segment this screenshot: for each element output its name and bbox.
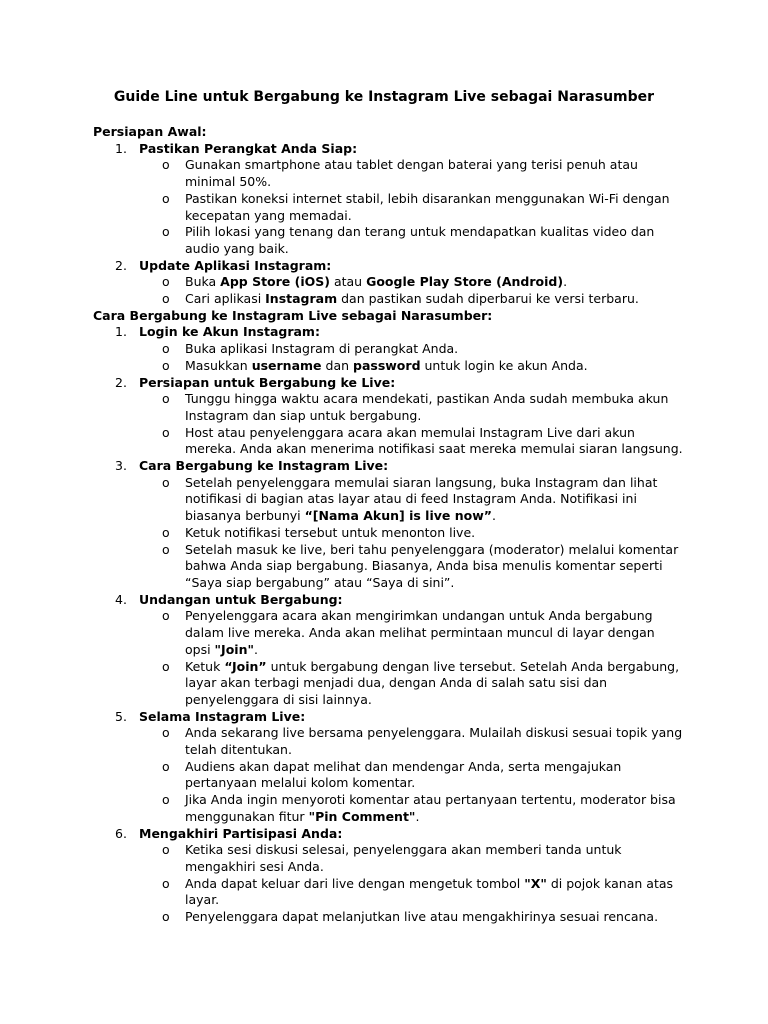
item-heading: Selama Instagram Live: (139, 708, 306, 724)
bullet-item (93, 608, 683, 658)
bold-text: "X" (524, 875, 547, 891)
item-number: 1. (115, 324, 127, 340)
bullet-item (93, 876, 683, 909)
item-heading: Update Aplikasi Instagram: (139, 257, 332, 273)
numbered-item (93, 324, 683, 341)
bold-text: "Pin Comment" (308, 808, 416, 824)
bullet-marker: o (162, 224, 170, 240)
bullet-text: Ketika sesi diskusi selesai, penyelenggara akan memberi tanda untuk mengakhiri sesi Anda. (185, 842, 622, 874)
bullet-text: Jika Anda ingin menyoroti komentar atau pertanyaan tertentu, moderator bisa menggunakan fitur "Pin Comment". (185, 792, 676, 824)
item-number: 5. (115, 708, 127, 724)
bullet-item (93, 274, 683, 291)
bullet-text: Penyelenggara dapat melanjutkan live atau mengakhirinya sesuai rencana. (185, 909, 659, 925)
bullet-item (93, 842, 683, 875)
numbered-item (93, 375, 683, 392)
bullet-item (93, 542, 683, 592)
numbered-item (93, 592, 683, 609)
bold-text: password (353, 357, 421, 373)
bullet-text: Anda dapat keluar dari live dengan mengetuk tombol "X" di pojok kanan atas layar. (185, 875, 674, 908)
bullet-marker: o (162, 291, 170, 307)
bullet-text: Cari aplikasi Instagram dan pastikan sudah diperbarui ke versi terbaru. (185, 291, 639, 307)
bullet-marker: o (162, 524, 170, 540)
bullet-text: Anda sekarang live bersama penyelenggara. Mulailah diskusi sesuai topik yang telah ditentukan. (185, 725, 683, 758)
bullet-text: Setelah masuk ke live, beri tahu penyelenggara (moderator) melalui komentar bahwa Anda siap bergabung. Biasanya, Anda bisa menulis komentar seperti “Saya siap bergabung” atau “Saya di sini”. (185, 541, 679, 590)
bullet-text: Host atau penyelenggara acara akan memulai Instagram Live dari akun mereka. Anda akan menerima notifikasi saat mereka memulai siaran langsung. (185, 424, 683, 457)
bullet-marker: o (162, 792, 170, 808)
item-heading: Persiapan untuk Bergabung ke Live: (139, 374, 396, 390)
numbered-item (93, 458, 683, 475)
bullet-marker: o (162, 758, 170, 774)
item-heading: Login ke Akun Instagram: (139, 324, 320, 340)
bullet-text: Masukkan username dan password untuk login ke akun Anda. (185, 357, 588, 373)
bullet-marker: o (162, 391, 170, 407)
numbered-item (93, 709, 683, 726)
item-heading: Cara Bergabung ke Instagram Live: (139, 458, 389, 474)
bullet-item (93, 291, 683, 308)
bullet-marker: o (162, 725, 170, 741)
bullet-item (93, 341, 683, 358)
bullet-text: Audiens akan dapat melihat dan mendengar Anda, serta mengajukan pertanyaan melalui kolom komentar. (185, 758, 622, 791)
bullet-text: Pilih lokasi yang tenang dan terang untuk mendapatkan kualitas video dan audio yang baik. (185, 224, 655, 256)
bullet-text: Tunggu hingga waktu acara mendekati, pastikan Anda sudah membuka akun Instagram dan siap untuk bergabung. (185, 391, 669, 423)
bold-text: "Join" (214, 641, 254, 657)
bullet-marker: o (162, 157, 170, 173)
bullet-text: Gunakan smartphone atau tablet dengan baterai yang terisi penuh atau minimal 50%. (185, 157, 638, 190)
bullet-marker: o (162, 658, 170, 674)
numbered-item (93, 258, 683, 275)
bullet-item (93, 909, 683, 926)
bullet-marker: o (162, 190, 170, 206)
section-heading: Cara Bergabung ke Instagram Live sebagai Narasumber: (93, 307, 493, 323)
bold-text: “[Nama Akun] is live now” (304, 508, 492, 524)
item-number: 2. (115, 257, 127, 273)
item-number: 2. (115, 374, 127, 390)
bullet-marker: o (162, 909, 170, 925)
bullet-item (93, 792, 683, 825)
bullet-item (93, 191, 683, 224)
bullet-text: Buka aplikasi Instagram di perangkat Anda. (185, 341, 459, 357)
bullet-item (93, 525, 683, 542)
bold-text: “Join” (224, 658, 267, 674)
bold-text: Google Play Store (Android) (366, 274, 564, 290)
document-body (93, 124, 683, 926)
numbered-item (93, 826, 683, 843)
bullet-marker: o (162, 541, 170, 557)
bullet-marker: o (162, 424, 170, 440)
item-heading: Mengakhiri Partisipasi Anda: (139, 825, 343, 841)
bold-text: Instagram (265, 291, 338, 307)
item-number: 4. (115, 591, 127, 607)
bullet-item (93, 659, 683, 709)
bullet-marker: o (162, 842, 170, 858)
item-heading: Pastikan Perangkat Anda Siap: (139, 140, 358, 156)
section-heading: Persiapan Awal: (93, 124, 207, 139)
item-number: 6. (115, 825, 127, 841)
bullet-text: Pastikan koneksi internet stabil, lebih disarankan menggunakan Wi-Fi dengan kecepatan yang memadai. (185, 190, 670, 223)
item-heading: Undangan untuk Bergabung: (139, 591, 343, 607)
item-number: 3. (115, 458, 127, 474)
bullet-marker: o (162, 608, 170, 624)
bullet-marker: o (162, 474, 170, 490)
numbered-item (93, 141, 683, 158)
bold-text: username (251, 357, 322, 373)
bullet-text: Penyelenggara acara akan mengirimkan undangan untuk Anda bergabung dalam live mereka. Anda akan melihat permintaan muncul di layar dengan opsi "Join". (185, 608, 655, 657)
document-title: Guide Line untuk Bergabung ke Instagram Live sebagai Narasumber (113, 89, 655, 105)
bullet-item (93, 759, 683, 792)
item-number: 1. (115, 140, 127, 156)
bullet-marker: o (162, 357, 170, 373)
bullet-marker: o (162, 341, 170, 357)
bold-text: App Store (iOS) (220, 274, 330, 290)
bullet-text: Ketuk notifikasi tersebut untuk menonton live. (185, 524, 476, 540)
bullet-marker: o (162, 274, 170, 290)
bullet-item (93, 224, 683, 257)
bullet-text: Buka App Store (iOS) atau Google Play Store (Android). (185, 274, 568, 290)
bullet-item (93, 425, 683, 458)
bullet-item (93, 725, 683, 758)
bullet-item (93, 475, 683, 525)
bullet-text: Setelah penyelenggara memulai siaran langsung, buka Instagram dan lihat notifikasi di bagian atas layar atau di feed Instagram Anda. Notifikasi ini biasanya berbunyi “[Nama Akun] is live now”. (185, 474, 658, 524)
bullet-item (93, 157, 683, 190)
bullet-text: Ketuk “Join” untuk bergabung dengan live tersebut. Setelah Anda bergabung, layar akan terbagi menjadi dua, dengan Anda di salah satu sisi dan penyelenggara di sisi lainnya. (185, 658, 680, 707)
bullet-item (93, 391, 683, 424)
bullet-marker: o (162, 875, 170, 891)
bullet-item (93, 358, 683, 375)
